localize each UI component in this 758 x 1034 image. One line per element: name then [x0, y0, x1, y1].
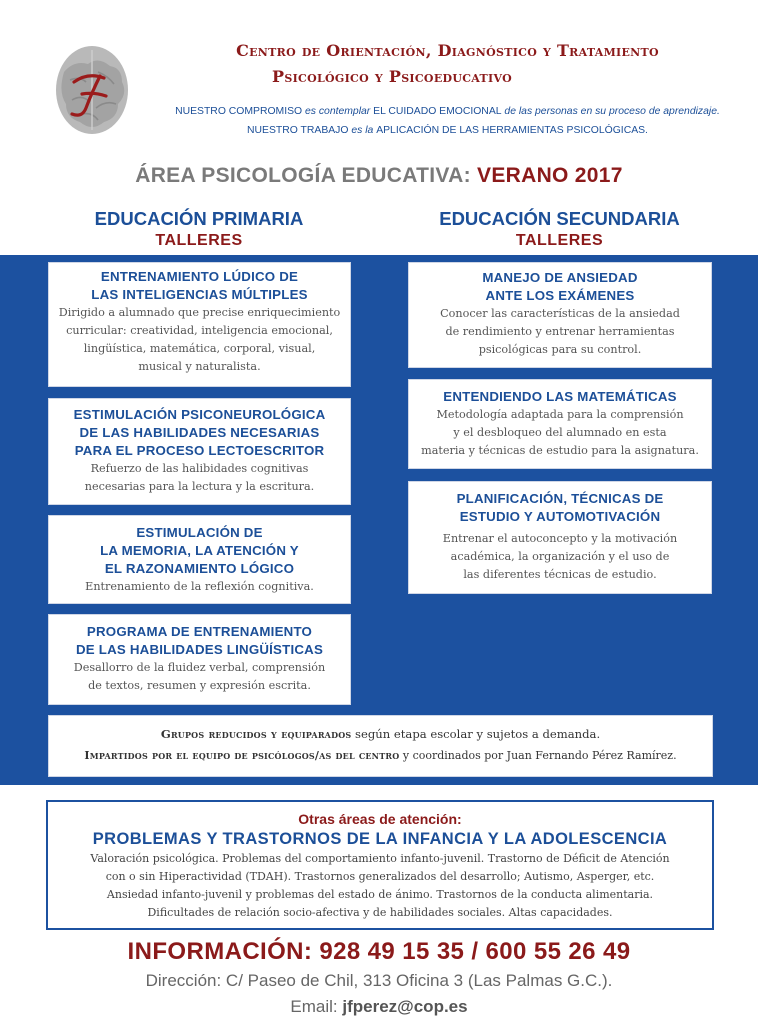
primary-card-4: PROGRAMA DE ENTRENAMIENTO DE LAS HABILIDADES LINGÜÍSTICAS Desallorro de la fluidez verbal, comprensión de textos, resumen y expresión escrita.: [48, 614, 351, 705]
brain-logo-icon: [52, 42, 132, 138]
area-title: ÁREA PSICOLOGÍA EDUCATIVA: VERANO 2017: [135, 164, 623, 187]
other-areas-box: Otras áreas de atención: PROBLEMAS Y TRASTORNOS DE LA INFANCIA Y LA ADOLESCENCIA Valoración psicológica. Problemas del comportamiento infanto-juvenil. Trastorno de Déficit de Atención con o sin Hiperactividad (TDAH). Trastornos generalizados del desarrollo; Autismo, Asperger, etc. Ansiedad infanto-juvenil y problemas del estado de ánimo. Trastornos de la conducta alimentaria. Dificultades de relación socio-afectiva y de habilidades sociales. Altas capacidades.: [46, 800, 714, 930]
center-logo: [52, 42, 132, 138]
secondary-card-2: ENTENDIENDO LAS MATEMÁTICAS Metodología adaptada para la comprensión y el desbloqueo del alumnado en esta materia y técnicas de estudio para la asignatura.: [408, 379, 712, 469]
secondary-card-3: PLANIFICACIÓN, TÉCNICAS DE ESTUDIO Y AUTOMOTIVACIÓN Entrenar el autoconcepto y la motivación académica, la organización y el uso de las diferentes técnicas de estudio.: [408, 481, 712, 594]
address: Dirección: C/ Paseo de Chil, 313 Oficina 3 (Las Palmas G.C.).: [145, 971, 613, 990]
groups-note: Grupos reducidos y equiparados según etapa escolar y sujetos a demanda. Impartidos por el equipo de psicólogos/as del centro y coordinados por Juan Fernando Pérez Ramírez.: [48, 715, 713, 777]
work-line: NUESTRO TRABAJO es la APLICACIÓN DE LAS HERRAMIENTAS PSICOLÓGICAS.: [247, 125, 648, 136]
center-title-line1: Centro de Orientación, Diagnóstico y Tratamiento: [236, 41, 659, 60]
primary-card-3: ESTIMULACIÓN DE LA MEMORIA, LA ATENCIÓN Y EL RAZONAMIENTO LÓGICO Entrenamiento de la reflexión cognitiva.: [48, 515, 351, 604]
primary-heading: EDUCACIÓN PRIMARIA TALLERES: [94, 208, 304, 249]
secondary-heading: EDUCACIÓN SECUNDARIA TALLERES: [439, 208, 680, 249]
primary-card-2: ESTIMULACIÓN PSICONEUROLÓGICA DE LAS HABILIDADES NECESARIAS PARA EL PROCESO LECTOESCRITOR Refuerzo de las halibidades cognitivas necesarias para la lectura y la escritura.: [48, 398, 351, 505]
email-line: Email: jfperez@cop.es: [290, 997, 468, 1016]
info-phones: INFORMACIÓN: 928 49 15 35 / 600 55 26 49: [127, 938, 631, 965]
email-link[interactable]: jfperez@cop.es: [342, 997, 468, 1016]
primary-card-1: ENTRENAMIENTO LÚDICO DE LAS INTELIGENCIAS MÚLTIPLES Dirigido a alumnado que precise enriquecimiento curricular: creatividad, inteligencia emocional, lingüística, matemática, corporal, visual, musical y naturalista.: [48, 262, 351, 387]
center-title-line2: Psicológico y Psicoeducativo: [272, 67, 512, 86]
commitment-line: NUESTRO COMPROMISO es contemplar EL CUIDADO EMOCIONAL de las personas en su proceso de aprendizaje.: [175, 106, 720, 117]
secondary-card-1: MANEJO DE ANSIEDAD ANTE LOS EXÁMENES Conocer las características de la ansiedad de rendimiento y entrenar herramientas psicológicas para su control.: [408, 262, 712, 368]
